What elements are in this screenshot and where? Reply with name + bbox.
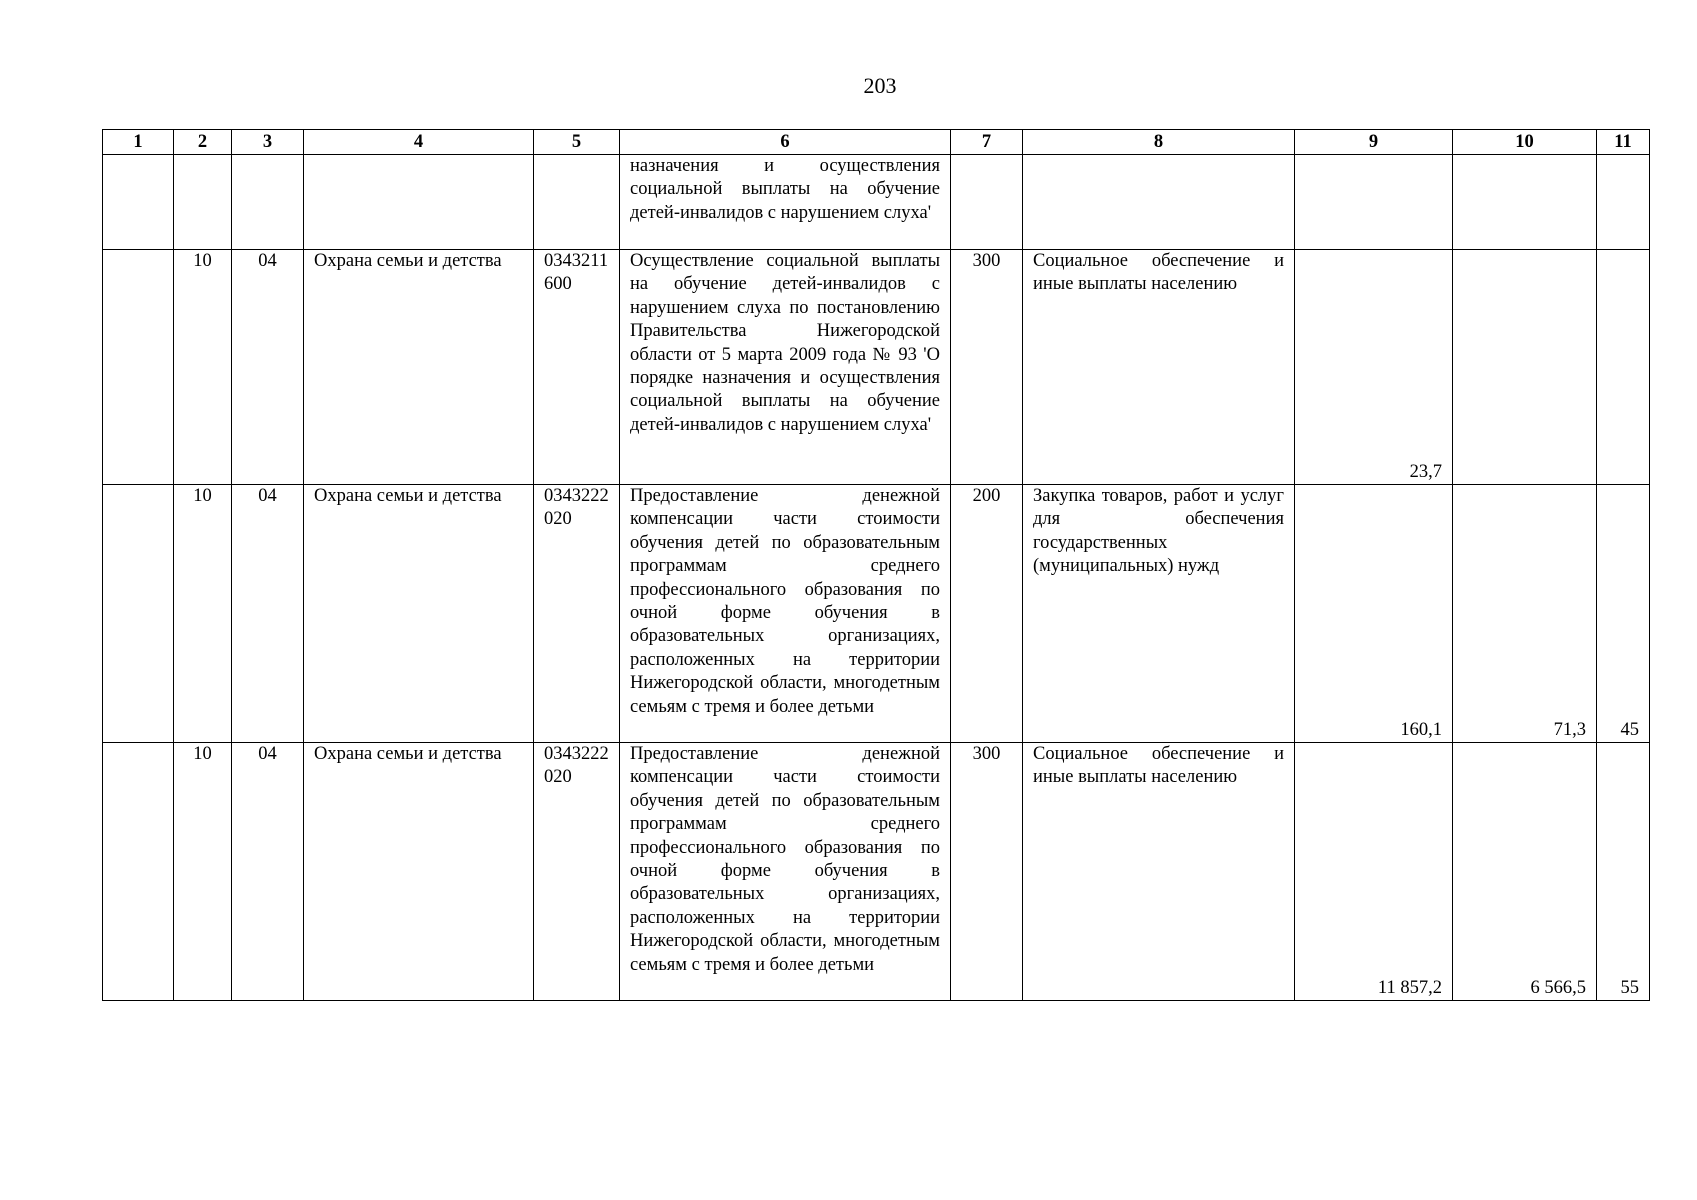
cell-section [174, 155, 232, 250]
table-row [103, 485, 1650, 743]
cell-number [103, 743, 174, 1001]
cell-subsection: 04 [232, 250, 304, 485]
cell-section-name: Охрана семьи и детства [304, 485, 534, 743]
cell-description: Осуществление социальной выплаты на обучение детей-инвалидов с нарушением слуха по постановлению Правительства Нижегородской области от 5 марта 2009 года № 93 'О порядке назначения и осуществления социальной выплаты на обучение детей-инвалидов с нарушением слуха' [620, 250, 951, 485]
cell-number [103, 155, 174, 250]
table-row [103, 155, 1650, 250]
cell-amount-1: 23,7 [1295, 250, 1453, 485]
cell-description: Предоставление денежной компенсации части стоимости обучения детей по образовательным программам среднего профессионального образования по очной форме обучения в образовательных организациях, расположенных на территории Нижегородской области, многодетным семьям с тремя и более детьми [620, 485, 951, 743]
header-row [103, 130, 1650, 155]
cell-subsection [232, 155, 304, 250]
cell-expense-name: Закупка товаров, работ и услуг для обеспечения государственных (муниципальных) нужд [1023, 485, 1295, 743]
cell-amount-2: 71,3 [1453, 485, 1597, 743]
cell-section: 10 [174, 743, 232, 1001]
cell-amount-3 [1597, 250, 1650, 485]
cell-subsection: 04 [232, 743, 304, 1001]
cell-section-name [304, 155, 534, 250]
cell-description: Предоставление денежной компенсации части стоимости обучения детей по образовательным программам среднего профессионального образования по очной форме обучения в образовательных организациях, расположенных на территории Нижегородской области, многодетным семьям с тремя и более детьми [620, 743, 951, 1001]
table-row [103, 250, 1650, 485]
cell-expense-type: 200 [951, 485, 1023, 743]
cell-subsection: 04 [232, 485, 304, 743]
cell-expense-type [951, 155, 1023, 250]
column-header: 1 [103, 130, 174, 155]
cell-expense-name: Социальное обеспечение и иные выплаты населению [1023, 743, 1295, 1001]
column-header: 6 [620, 130, 951, 155]
cell-amount-2 [1453, 155, 1597, 250]
cell-expense-name: Социальное обеспечение и иные выплаты населению [1023, 250, 1295, 485]
cell-target-code: 0343222020 [534, 743, 620, 1001]
cell-amount-3: 45 [1597, 485, 1650, 743]
cell-section: 10 [174, 485, 232, 743]
cell-section-name: Охрана семьи и детства [304, 250, 534, 485]
cell-amount-1: 11 857,2 [1295, 743, 1453, 1001]
column-header: 5 [534, 130, 620, 155]
cell-target-code [534, 155, 620, 250]
column-header: 7 [951, 130, 1023, 155]
cell-description: назначения и осуществления социальной выплаты на обучение детей-инвалидов с нарушением слуха' [620, 155, 951, 250]
cell-number [103, 250, 174, 485]
column-header: 4 [304, 130, 534, 155]
cell-section: 10 [174, 250, 232, 485]
cell-section-name: Охрана семьи и детства [304, 743, 534, 1001]
table-row [103, 743, 1650, 1001]
cell-amount-2: 6 566,5 [1453, 743, 1597, 1001]
page-number: 203 [863, 73, 897, 98]
column-header: 2 [174, 130, 232, 155]
cell-expense-type: 300 [951, 743, 1023, 1001]
cell-amount-1: 160,1 [1295, 485, 1453, 743]
cell-expense-type: 300 [951, 250, 1023, 485]
cell-amount-1 [1295, 155, 1453, 250]
cell-expense-name [1023, 155, 1295, 250]
cell-target-code: 0343211600 [534, 250, 620, 485]
cell-amount-3: 55 [1597, 743, 1650, 1001]
column-header: 10 [1453, 130, 1597, 155]
column-header: 11 [1597, 130, 1650, 155]
cell-number [103, 485, 174, 743]
cell-target-code: 0343222020 [534, 485, 620, 743]
column-header: 3 [232, 130, 304, 155]
cell-amount-3 [1597, 155, 1650, 250]
column-header: 9 [1295, 130, 1453, 155]
cell-amount-2 [1453, 250, 1597, 485]
budget-table [102, 129, 1650, 1001]
column-header: 8 [1023, 130, 1295, 155]
